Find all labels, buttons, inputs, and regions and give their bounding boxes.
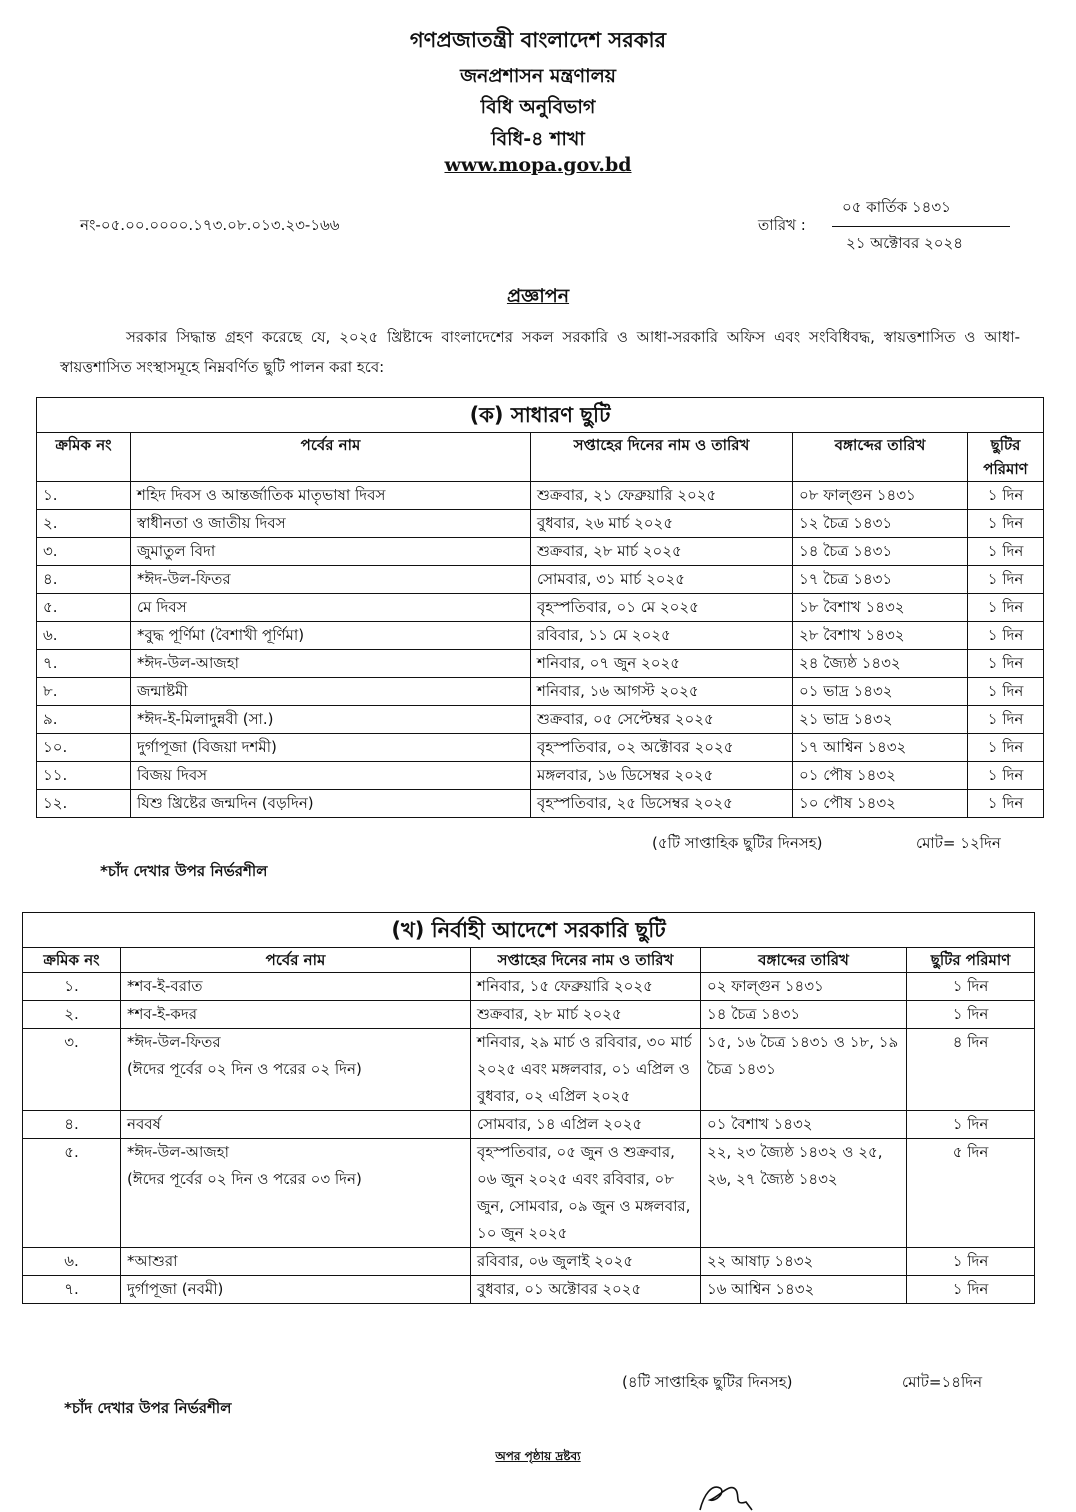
row-day-date: সোমবার, ১৪ এপ্রিল ২০২৫ xyxy=(471,1111,701,1139)
date-divider xyxy=(832,226,1010,227)
notice-title: প্রজ্ঞাপন xyxy=(506,285,570,307)
row-duration: ১ দিন xyxy=(968,482,1044,510)
row-bangla-date: ১৮ বৈশাখ ১৪৩২ xyxy=(793,594,968,622)
row-duration: ১ দিন xyxy=(968,566,1044,594)
branch-heading: বিধি-৪ শাখা xyxy=(491,128,585,150)
government-heading: গণপ্রজাতন্ত্রী বাংলাদেশ সরকার xyxy=(409,28,667,52)
row-day-date: শুক্রবার, ২১ ফেব্রুয়ারি ২০২৫ xyxy=(531,482,793,510)
row-serial: ১. xyxy=(37,482,131,510)
row-bangla-date: ১৫, ১৬ চৈত্র ১৪৩১ ও ১৮, ১৯ চৈত্র ১৪৩১ xyxy=(701,1029,907,1111)
row-festival-name: জন্মাষ্টমী xyxy=(131,678,531,706)
table-row xyxy=(37,650,1044,678)
date-label: তারিখ : xyxy=(758,216,806,234)
row-serial: ২. xyxy=(23,1001,121,1029)
row-bangla-date: ০১ পৌষ ১৪৩২ xyxy=(793,762,968,790)
table-row xyxy=(37,622,1044,650)
row-festival-name: দুর্গাপূজা (বিজয়া দশমী) xyxy=(131,734,531,762)
row-day-date: বৃহস্পতিবার, ০২ অক্টোবর ২০২৫ xyxy=(531,734,793,762)
row-serial: ৭. xyxy=(23,1276,121,1304)
row-duration: ১ দিন xyxy=(907,973,1035,1001)
row-duration: ১ দিন xyxy=(968,762,1044,790)
row-serial: ১. xyxy=(23,973,121,1001)
general-holiday-rows xyxy=(37,482,1044,818)
row-day-date: রবিবার, ০৬ জুলাই ২০২৫ xyxy=(471,1248,701,1276)
general-total: মোট= ১২দিন xyxy=(916,834,1001,852)
row-festival-name: *বুদ্ধ পূর্ণিমা (বৈশাখী পূর্ণিমা) xyxy=(131,622,531,650)
row-duration: ১ দিন xyxy=(968,510,1044,538)
row-duration: ১ দিন xyxy=(968,650,1044,678)
row-day-date: বৃহস্পতিবার, ০৫ জুন ও শুক্রবার, ০৬ জুন ২০২৫ এবং রবিবার, ০৮ জুন, সোমবার, ০৯ জুন ও মঙ্গলবার, ১০ জুন ২০২৫ xyxy=(471,1139,701,1248)
row-festival-name: *শব-ই-কদর xyxy=(127,1005,197,1023)
executive-holiday-caption: (খ) নির্বাহী আদেশে সরকারি ছুটি xyxy=(23,913,1035,948)
row-day-date: শুক্রবার, ২৮ মার্চ ২০২৫ xyxy=(471,1001,701,1029)
row-day-date: বৃহস্পতিবার, ০১ মে ২০২৫ xyxy=(531,594,793,622)
row-festival-name: স্বাধীনতা ও জাতীয় দিবস xyxy=(131,510,531,538)
row-bangla-date: ২৪ জ্যৈষ্ঠ ১৪৩২ xyxy=(793,650,968,678)
header-bangla-date: বঙ্গাব্দের তারিখ xyxy=(793,433,968,482)
row-festival-name: জুমাতুল বিদা xyxy=(131,538,531,566)
row-festival-cell xyxy=(121,1001,471,1029)
row-day-date: বৃহস্পতিবার, ২৫ ডিসেম্বর ২০২৫ xyxy=(531,790,793,818)
executive-footnote: *চাঁদ দেখার উপর নির্ভরশীল xyxy=(64,1399,232,1417)
row-bangla-date: ২২ আষাঢ় ১৪৩২ xyxy=(701,1248,907,1276)
executive-holiday-table xyxy=(22,912,1035,1304)
row-bangla-date: ১২ চৈত্র ১৪৩১ xyxy=(793,510,968,538)
row-bangla-date: ১৭ চৈত্র ১৪৩১ xyxy=(793,566,968,594)
row-festival-cell xyxy=(121,1029,471,1111)
table-row xyxy=(23,1001,1035,1029)
row-duration: ১ দিন xyxy=(907,1111,1035,1139)
row-day-date: সোমবার, ৩১ মার্চ ২০২৫ xyxy=(531,566,793,594)
row-day-date: শনিবার, ২৯ মার্চ ও রবিবার, ৩০ মার্চ ২০২৫ এবং মঙ্গলবার, ০১ এপ্রিল ও বুধবার, ০২ এপ্রিল ২০২৫ xyxy=(471,1029,701,1111)
row-duration: ১ দিন xyxy=(968,594,1044,622)
table-row xyxy=(23,1276,1035,1304)
row-festival-cell xyxy=(121,1248,471,1276)
table-row xyxy=(23,1111,1035,1139)
row-serial: ৭. xyxy=(37,650,131,678)
row-festival-cell xyxy=(121,1111,471,1139)
row-day-date: শনিবার, ১৫ ফেব্রুয়ারি ২০২৫ xyxy=(471,973,701,1001)
row-festival-name: *ঈদ-ই-মিলাদুন্নবী (সা.) xyxy=(131,706,531,734)
date-bangla: ০৫ কার্তিক ১৪৩১ xyxy=(842,198,951,216)
row-day-date: শনিবার, ১৬ আগস্ট ২০২৫ xyxy=(531,678,793,706)
row-duration: ১ দিন xyxy=(968,678,1044,706)
row-bangla-date: ১৬ আশ্বিন ১৪৩২ xyxy=(701,1276,907,1304)
row-festival-name: *ঈদ-উল-ফিতর xyxy=(131,566,531,594)
row-serial: ৪. xyxy=(37,566,131,594)
row-festival-name: দুর্গাপূজা (নবমী) xyxy=(127,1280,224,1298)
memo-number: নং-০৫.০০.০০০০.১৭৩.০৮.০১৩.২৩-১৬৬ xyxy=(80,216,340,234)
row-serial: ৬. xyxy=(37,622,131,650)
row-day-date: মঙ্গলবার, ১৬ ডিসেম্বর ২০২৫ xyxy=(531,762,793,790)
row-serial: ৩. xyxy=(37,538,131,566)
table-row xyxy=(23,973,1035,1001)
row-duration: ৫ দিন xyxy=(907,1139,1035,1248)
table-row xyxy=(37,482,1044,510)
executive-holiday-rows xyxy=(23,973,1035,1304)
row-festival-name: নববর্ষ xyxy=(127,1115,161,1133)
row-duration: ১ দিন xyxy=(907,1276,1035,1304)
row-bangla-date: ০২ ফাল্গুন ১৪৩১ xyxy=(701,973,907,1001)
row-festival-name: শহিদ দিবস ও আন্তর্জাতিক মাতৃভাষা দিবস xyxy=(131,482,531,510)
row-festival-name: *ঈদ-উল-আজহা xyxy=(127,1143,230,1161)
row-serial: ৮. xyxy=(37,678,131,706)
row-festival-note: (ঈদের পূর্বের ০২ দিন ও পরের ০২ দিন) xyxy=(127,1060,362,1078)
header-day-date: সপ্তাহের দিনের নাম ও তারিখ xyxy=(531,433,793,482)
row-festival-name: *ঈদ-উল-আজহা xyxy=(131,650,531,678)
row-serial: ৫. xyxy=(37,594,131,622)
row-bangla-date: ২১ ভাদ্র ১৪৩২ xyxy=(793,706,968,734)
table-row xyxy=(37,538,1044,566)
row-bangla-date: ০১ বৈশাখ ১৪৩২ xyxy=(701,1111,907,1139)
overleaf-note: অপর পৃষ্ঠায় দ্রষ্টব্য xyxy=(495,1449,581,1463)
table-row xyxy=(37,762,1044,790)
website-link[interactable]: www.mopa.gov.bd xyxy=(444,154,632,176)
table-row xyxy=(23,1029,1035,1111)
table-row xyxy=(37,678,1044,706)
table-row xyxy=(23,1248,1035,1276)
row-bangla-date: ১৪ চৈত্র ১৪৩১ xyxy=(793,538,968,566)
header-festival: পর্বের নাম xyxy=(121,948,471,973)
row-serial: ১১. xyxy=(37,762,131,790)
row-serial: ৯. xyxy=(37,706,131,734)
row-festival-cell xyxy=(121,973,471,1001)
row-serial: ৩. xyxy=(23,1029,121,1111)
row-day-date: শুক্রবার, ০৫ সেপ্টেম্বর ২০২৫ xyxy=(531,706,793,734)
notice-intro: সরকার সিদ্ধান্ত গ্রহণ করেছে যে, ২০২৫ খ্রিষ্টাব্দে বাংলাদেশের সকল সরকারি ও আধা-সরকারি অফিস এবং সংবিধিবদ্ধ, স্বায়ত্তশাসিত ও আধা-স্বায়ত্তশাসিত সংস্থাসমূহে নিম্নবর্ণিত ছুটি পালন করা হবে: xyxy=(60,328,1020,376)
row-day-date: রবিবার, ১১ মে ২০২৫ xyxy=(531,622,793,650)
row-serial: ১২. xyxy=(37,790,131,818)
table-row xyxy=(37,706,1044,734)
row-bangla-date: ২২, ২৩ জ্যৈষ্ঠ ১৪৩২ ও ২৫, ২৬, ২৭ জ্যৈষ্ঠ ১৪৩২ xyxy=(701,1139,907,1248)
header-festival: পর্বের নাম xyxy=(131,433,531,482)
row-bangla-date: ২৮ বৈশাখ ১৪৩২ xyxy=(793,622,968,650)
row-day-date: বুধবার, ২৬ মার্চ ২০২৫ xyxy=(531,510,793,538)
row-serial: ৬. xyxy=(23,1248,121,1276)
table-row xyxy=(37,510,1044,538)
header-serial: ক্রমিক নং xyxy=(37,433,131,482)
row-festival-cell xyxy=(121,1276,471,1304)
row-festival-name: যিশু খ্রিষ্টের জন্মদিন (বড়দিন) xyxy=(131,790,531,818)
row-bangla-date: ০১ ভাদ্র ১৪৩২ xyxy=(793,678,968,706)
header-duration: ছুটির পরিমাণ xyxy=(907,948,1035,973)
row-bangla-date: ০৮ ফাল্গুন ১৪৩১ xyxy=(793,482,968,510)
table-row xyxy=(37,790,1044,818)
executive-total: মোট=১৪দিন xyxy=(902,1373,983,1391)
row-duration: ৪ দিন xyxy=(907,1029,1035,1111)
header-bangla-date: বঙ্গাব্দের তারিখ xyxy=(701,948,907,973)
row-duration: ১ দিন xyxy=(907,1248,1035,1276)
header-day-date: সপ্তাহের দিনের নাম ও তারিখ xyxy=(471,948,701,973)
row-duration: ১ দিন xyxy=(968,706,1044,734)
row-festival-note: (ঈদের পূর্বের ০২ দিন ও পরের ০৩ দিন) xyxy=(127,1170,362,1188)
row-serial: ১০. xyxy=(37,734,131,762)
row-bangla-date: ১৪ চৈত্র ১৪৩১ xyxy=(701,1001,907,1029)
ministry-heading: জনপ্রশাসন মন্ত্রণালয় xyxy=(460,65,616,87)
row-festival-name: *শব-ই-বরাত xyxy=(127,977,203,995)
row-duration: ১ দিন xyxy=(968,734,1044,762)
header-duration: ছুটির পরিমাণ xyxy=(968,433,1044,482)
date-english: ২১ অক্টোবর ২০২৪ xyxy=(846,234,964,252)
row-bangla-date: ১০ পৌষ ১৪৩২ xyxy=(793,790,968,818)
row-duration: ১ দিন xyxy=(907,1001,1035,1029)
table-row xyxy=(37,734,1044,762)
row-duration: ১ দিন xyxy=(968,538,1044,566)
general-holiday-table xyxy=(36,397,1044,818)
table-row xyxy=(37,566,1044,594)
division-heading: বিধি অনুবিভাগ xyxy=(480,96,596,118)
row-day-date: বুধবার, ০১ অক্টোবর ২০২৫ xyxy=(471,1276,701,1304)
row-day-date: শুক্রবার, ২৮ মার্চ ২০২৫ xyxy=(531,538,793,566)
table-row xyxy=(37,594,1044,622)
row-festival-name: *আশুরা xyxy=(127,1252,178,1270)
row-duration: ১ দিন xyxy=(968,790,1044,818)
general-footnote: *চাঁদ দেখার উপর নির্ভরশীল xyxy=(100,862,268,880)
table-header-row xyxy=(23,948,1035,973)
table-header-row xyxy=(37,433,1044,482)
general-holiday-caption: (ক) সাধারণ ছুটি xyxy=(37,398,1044,433)
row-festival-cell xyxy=(121,1139,471,1248)
row-day-date: শনিবার, ০৭ জুন ২০২৫ xyxy=(531,650,793,678)
row-festival-name: *ঈদ-উল-ফিতর xyxy=(127,1033,221,1051)
general-weekly-note: (৫টি সাপ্তাহিক ছুটির দিনসহ) xyxy=(652,834,823,852)
executive-weekly-note: (৪টি সাপ্তাহিক ছুটির দিনসহ) xyxy=(622,1373,793,1391)
row-festival-name: মে দিবস xyxy=(131,594,531,622)
row-bangla-date: ১৭ আশ্বিন ১৪৩২ xyxy=(793,734,968,762)
row-serial: ৪. xyxy=(23,1111,121,1139)
signature-mark xyxy=(690,1476,760,1512)
row-festival-name: বিজয় দিবস xyxy=(131,762,531,790)
table-row xyxy=(23,1139,1035,1248)
row-serial: ৫. xyxy=(23,1139,121,1248)
header-serial: ক্রমিক নং xyxy=(23,948,121,973)
row-duration: ১ দিন xyxy=(968,622,1044,650)
row-serial: ২. xyxy=(37,510,131,538)
